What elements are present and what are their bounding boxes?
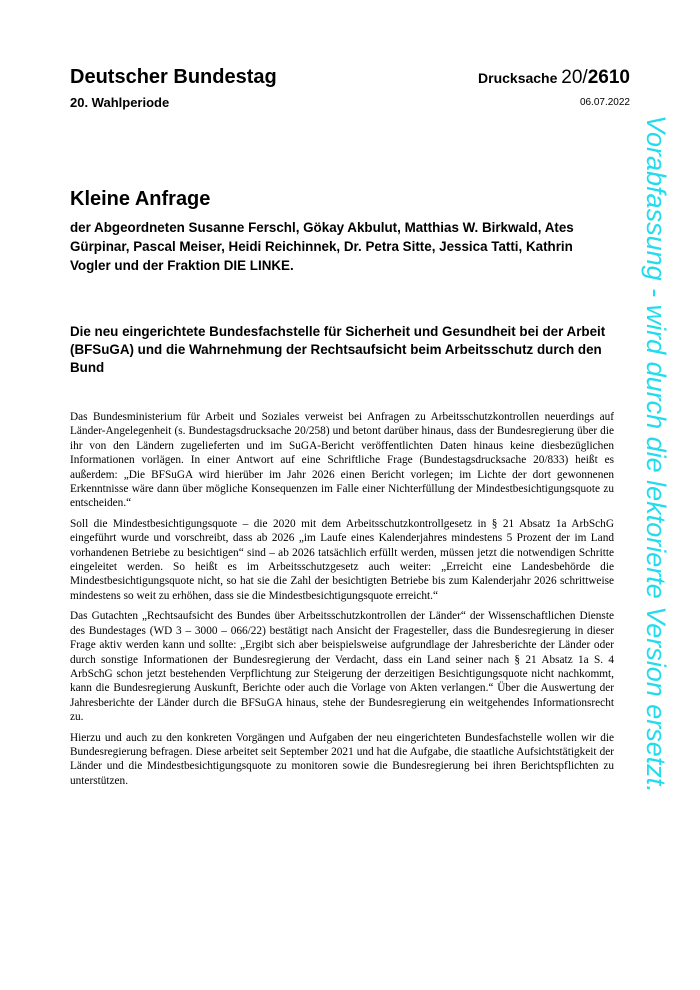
authors: der Abgeordneten Susanne Ferschl, Gökay Akbulut, Matthias W. Birkwald, Ates Gürpinar, Pascal Meiser, Heidi Reichinnek, Dr. Petra Sitte, Jessica Tatti, Kathrin Vogler und der Fraktion DIE LINKE. [70,220,574,273]
organization-title: Deutscher Bundestag [70,66,277,88]
preliminary-version-watermark: Vorabfassung - wird durch die lektorierte Version ersetzt. [641,115,671,793]
drucksache-label: Drucksache [478,70,562,86]
drucksache-number-prefix: 20/ [561,67,588,88]
subject-title: Die neu eingerichtete Bundesfachstelle für Sicherheit und Gesundheit bei der Arbeit (BFSuGA) und die Wahrnehmung der Rechtsaufsicht beim Arbeitsschutz durch den Bund [70,324,606,375]
document-date: 06.07.2022 [579,97,630,108]
electoral-period: 20. Wahlperiode [70,95,170,110]
paragraph: Das Bundesministerium für Arbeit und Soziales verweist bei Anfragen zu Arbeitsschutzkontrollen neuerdings auf Länder-Angelegenheit (s. Bundestagsdrucksache 20/258) und betont darüber hinaus, dass der Bundesregierung über die ihr von den Ländern zugelieferten und im SuGA-Bericht veröffentlichten Daten hinaus keine diesbezüglichen Informationen vorlägen. In einer Antwort auf eine Schriftliche Frage (Bundestagsdrucksache 20/833) heißt es außerdem: „Die BFSuGA wird hierüber im Jahr 2026 einen Bericht vorlegen; im Lichte der dort gewonnenen Erkenntnisse wäre dann über mögliche Konsequenzen im Falle einer Nichterfüllung der Mindestbesichtigungsquote zu entscheiden.“ [70,411,614,510]
paragraph: Hierzu und auch zu den konkreten Vorgängen und Aufgaben der neu eingerichteten Bundesfachstelle wollen wir die Bundesregierung befragen. Diese arbeitet seit September 2021 und hat die Aufgabe, die staatliche Aufsichtstätigkeit der Länder und die Mindestbesichtigungsquote zu monitoren sowie die Bundesregierung bei ihren Berichtspflichten zu unterstützen. [70,731,614,787]
document-type: Kleine Anfrage [70,188,211,210]
paragraph: Soll die Mindestbesichtigungsquote – die 2020 mit dem Arbeitsschutzkontrollgesetz in § 21 Absatz 1a ArbSchG eingeführt wurde und vorschreibt, dass ab 2026 „im Laufe eines Kalenderjahres mindestens 5 Prozent der im Land vorhandenen Betriebe zu besichtigen“ sind – ab 2026 tatsächlich erfüllt werden, müssen jetzt die notwendigen Schritte eingeleitet werden. So heißt es im Arbeitsschutzgesetz auch weiter: „Erreicht eine Landesbehörde die Mindestbesichtigungsquote nicht, so hat sie die Zahl der besichtigten Betriebe bis zum Kalenderjahr 2026 schrittweise mindestens so weit zu erhöhen, dass sie die Mindestbesichtigungsquote erreicht.“ [70,517,614,602]
drucksache-number [478,67,630,89]
drucksache-number-main: 2610 [587,67,630,88]
paragraph: Das Gutachten „Rechtsaufsicht des Bundes über Arbeitsschutzkontrollen der Länder“ der Wissenschaftlichen Dienste des Bundestages (WD 3 – 3000 – 066/22) bestätigt nach Ansicht der Fragesteller, dass die Bundesregierung in dieser Frage aktiv werden kann und sollte: „Ergibt sich aber beispielsweise aufgrundlage der Jahresberichte der Länder oder durch sonstige Informationen der Bundesregierung der Verdacht, dass ein Land seiner nach § 21 Absatz 1a S. 4 ArbSchG schon jetzt bestehenden Verpflichtung zur Steigerung der derzeitigen Besichtigungsquote nicht nachkommt, kann die Bundesregierung Auskunft, Berichte oder auch die Vorlage von Akten verlangen.“ Über die Auswertung der Jahresberichte der Länder durch die BFSuGA hinaus, stehe der Bundesregierung ein weitgehendes Informationsrecht zu. [70,610,614,724]
body-text [70,410,614,794]
